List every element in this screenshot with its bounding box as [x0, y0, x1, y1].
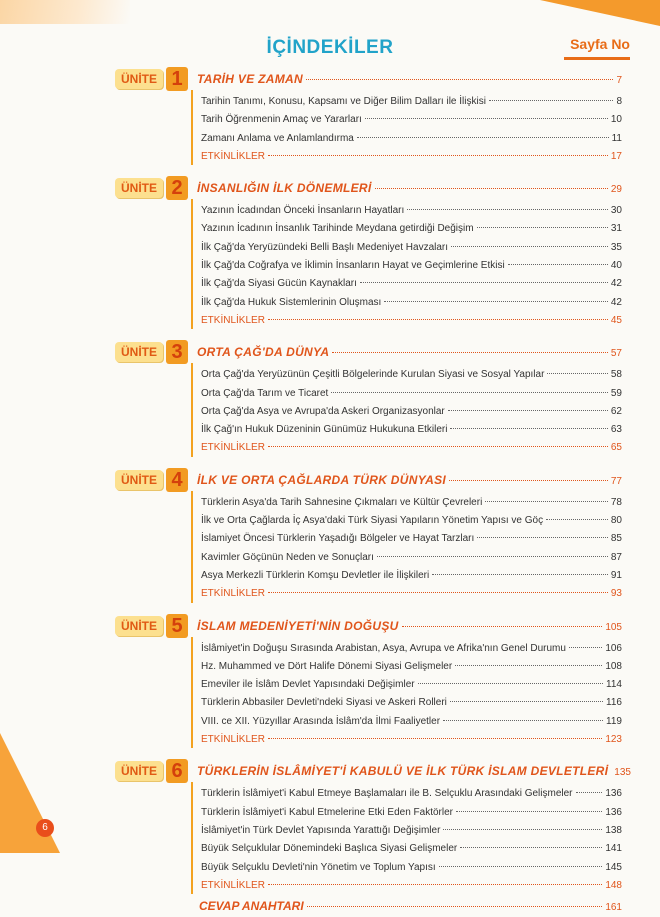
entry-page-number: 8: [616, 96, 622, 107]
answer-key-entry[interactable]: [0, 899, 660, 917]
unit-page-number: 7: [616, 75, 622, 86]
entry-title: Türklerin İslâmiyet'i Kabul Etmeye Başlamaları ile B. Selçuklu Arasındaki Gelişmeler: [201, 788, 573, 800]
activities-entry[interactable]: [0, 588, 660, 606]
entry-title: İslâmiyet'in Türk Devlet Yapısında Yarattığı Değişimler: [201, 824, 441, 836]
entry-page-number: 136: [605, 806, 622, 818]
toc-entry[interactable]: [0, 133, 660, 151]
leader-dots: [546, 519, 608, 520]
unit-badge: ÜNİTE: [115, 761, 163, 781]
entry-page-number: 138: [605, 824, 622, 836]
leader-dots: [477, 227, 608, 228]
unit-number: 4: [166, 468, 188, 492]
entry-title: Hz. Muhammed ve Dört Halife Dönemi Siyasi Gelişmeler: [201, 660, 453, 672]
unit-number: 1: [166, 67, 188, 91]
entry-title: Kavimler Göçünün Neden ve Sonuçları: [201, 551, 374, 563]
toc-entry[interactable]: [0, 843, 660, 861]
entry-title: Tarih Öğrenmenin Amaç ve Yararları: [201, 114, 362, 126]
unit-badge: ÜNİTE: [115, 342, 163, 362]
leader-dots: [439, 866, 603, 867]
toc-entry[interactable]: [0, 515, 660, 533]
entry-title: Orta Çağ'da Yeryüzünün Çeşitli Bölgelerinde Kurulan Siyasi ve Sosyal Yapılar: [201, 369, 545, 381]
activities-entry[interactable]: [0, 880, 660, 898]
toc-entry[interactable]: [0, 679, 660, 697]
activities-label: ETKİNLİKLER: [201, 588, 265, 600]
unit-title: İLK VE ORTA ÇAĞLARDA TÜRK DÜNYASI: [197, 472, 447, 487]
toc-entry[interactable]: [0, 533, 660, 551]
page-column-header: Sayfa No: [570, 36, 630, 52]
toc-entry[interactable]: [0, 297, 660, 315]
activities-entry[interactable]: [0, 315, 660, 333]
leader-dots: [508, 264, 608, 265]
corner-decoration-top-right: [540, 0, 660, 26]
unit-page-number: 135: [614, 767, 631, 779]
unit-section: [0, 760, 660, 898]
unit-number: 3: [166, 340, 188, 364]
unit-number: 6: [166, 759, 188, 783]
toc-entry[interactable]: [0, 497, 660, 515]
unit-badge: ÜNİTE: [115, 69, 163, 89]
toc-entry[interactable]: [0, 406, 660, 424]
entry-page-number: 87: [610, 551, 622, 563]
unit-section: [0, 177, 660, 333]
entry-title: Orta Çağ'da Asya ve Avrupa'da Askeri Organizasyonlar: [201, 405, 445, 417]
unit-heading[interactable]: [0, 177, 660, 203]
entry-page-number: 119: [606, 715, 622, 727]
entry-title: İlk Çağ'da Hukuk Sistemlerinin Oluşması: [201, 296, 382, 308]
unit-section: [0, 68, 660, 169]
answer-key-page-number: 161: [605, 902, 622, 914]
unit-page-number: 77: [610, 475, 622, 487]
toc-entry[interactable]: [0, 552, 660, 570]
entry-page-number: 10: [610, 114, 622, 126]
leader-dots: [357, 137, 609, 138]
leader-dots: [449, 480, 608, 481]
entry-page-number: 35: [610, 241, 622, 253]
page-title: İÇİNDEKİLER: [266, 37, 394, 58]
page-number: 6: [36, 819, 54, 837]
toc-entry[interactable]: [0, 661, 660, 679]
activities-page-number: 45: [610, 314, 622, 326]
leader-dots: [456, 811, 602, 812]
leader-dots: [268, 592, 608, 593]
unit-title: ORTA ÇAĞ'DA DÜNYA: [197, 345, 330, 360]
leader-dots: [268, 738, 602, 739]
entry-title: Büyük Selçuklular Dönemindeki Başlıca Siyasi Gelişmeler: [201, 843, 458, 855]
entry-title: Yazının İcadından Önceki İnsanların Hayatları: [201, 205, 405, 217]
entry-page-number: 80: [610, 515, 622, 527]
activities-page-number: 148: [605, 879, 622, 891]
entry-title: Asya Merkezli Türklerin Komşu Devletler ile İlişkileri: [201, 569, 430, 581]
entry-page-number: 59: [610, 387, 622, 399]
unit-heading[interactable]: [0, 68, 660, 94]
entry-title: İlk Çağ'da Yeryüzündeki Belli Başlı Medeniyet Havzaları: [201, 241, 449, 253]
entry-title: Emeviler ile İslâm Devlet Yapısındaki Değişimler: [201, 679, 415, 691]
leader-dots: [477, 537, 608, 538]
toc-entry[interactable]: [0, 96, 660, 114]
entry-page-number: 106: [605, 642, 622, 654]
leader-dots: [268, 446, 608, 447]
toc-entry[interactable]: [0, 260, 660, 278]
activities-page-number: 123: [605, 734, 622, 746]
toc-entry[interactable]: [0, 114, 660, 132]
activities-page-number: 65: [610, 442, 622, 454]
unit-number: 5: [166, 614, 188, 638]
entry-title: Büyük Selçuklu Devleti'nin Yönetim ve Toplum Yapısı: [201, 861, 436, 873]
unit-badge: ÜNİTE: [115, 470, 163, 490]
toc-entry[interactable]: [0, 388, 660, 406]
leader-dots: [450, 428, 607, 429]
leader-dots: [268, 319, 608, 320]
toc-entry[interactable]: [0, 205, 660, 223]
leader-dots: [443, 720, 603, 721]
toc-entry[interactable]: [0, 223, 660, 241]
entry-title: Tarihin Tanımı, Konusu, Kapsamı ve Diğer Bilim Dalları ile İlişkisi: [201, 96, 486, 107]
leader-dots: [451, 246, 608, 247]
entry-title: Türklerin İslâmiyet'i Kabul Etmelerine Etki Eden Faktörler: [201, 806, 454, 818]
entry-page-number: 108: [605, 660, 622, 672]
toc-entry[interactable]: [0, 643, 660, 661]
unit-title: TÜRKLERİN İSLÂMİYET'İ KABULÜ VE İLK TÜRK İSLAM DEVLETLERİ: [197, 764, 609, 779]
entry-title: VIII. ce XII. Yüzyıllar Arasında İslâm'da İlmi Faaliyetler: [201, 715, 441, 727]
toc-entry[interactable]: [0, 788, 660, 806]
answer-key-label: CEVAP ANAHTARI: [199, 899, 304, 914]
entry-page-number: 145: [605, 861, 622, 873]
leader-dots: [432, 574, 608, 575]
entry-page-number: 141: [605, 843, 622, 855]
entry-page-number: 114: [606, 679, 622, 691]
leader-dots: [268, 884, 602, 885]
activities-label: ETKİNLİKLER: [201, 879, 265, 891]
entry-page-number: 42: [610, 296, 622, 308]
entry-page-number: 116: [606, 697, 622, 709]
toc-entry[interactable]: [0, 697, 660, 715]
entry-title: İlk Çağ'da Coğrafya ve İklimin İnsanların Hayat ve Geçimlerine Etkisi: [201, 260, 505, 272]
unit-title: TARİH VE ZAMAN: [197, 72, 303, 86]
leader-dots: [360, 282, 608, 283]
entry-page-number: 136: [605, 788, 622, 800]
entry-title: İlk Çağ'ın Hukuk Düzeninin Günümüz Hukukuna Etkileri: [201, 424, 448, 436]
entry-page-number: 63: [610, 424, 622, 436]
entry-page-number: 11: [611, 132, 622, 144]
activities-page-number: 93: [610, 588, 622, 600]
activities-label: ETKİNLİKLER: [201, 150, 265, 162]
entry-title: Türklerin Abbasiler Devleti'ndeki Siyasi ve Askeri Rolleri: [201, 697, 447, 709]
leader-dots: [306, 79, 613, 80]
unit-title: İNSANLIĞIN İLK DÖNEMLERİ: [197, 181, 372, 196]
leader-dots: [407, 209, 608, 210]
leader-dots: [448, 410, 608, 411]
toc-entry[interactable]: [0, 807, 660, 825]
activities-page-number: 17: [610, 150, 622, 162]
unit-page-number: 105: [605, 621, 622, 633]
page-column-underline: [564, 57, 630, 60]
leader-dots: [402, 626, 603, 627]
toc-entry[interactable]: [0, 424, 660, 442]
toc-entry[interactable]: [0, 242, 660, 260]
entry-page-number: 62: [610, 405, 622, 417]
leader-dots: [455, 665, 602, 666]
entry-page-number: 58: [610, 369, 622, 381]
leader-dots: [418, 683, 603, 684]
activities-label: ETKİNLİKLER: [201, 442, 265, 454]
leader-dots: [307, 906, 603, 907]
entry-title: Orta Çağ'da Tarım ve Ticaret: [201, 387, 329, 399]
leader-dots: [375, 188, 608, 189]
unit-badge: ÜNİTE: [115, 178, 163, 198]
activities-entry[interactable]: [0, 442, 660, 460]
entry-title: Türklerin Asya'da Tarih Sahnesine Çıkmaları ve Kültür Çevreleri: [201, 496, 483, 508]
leader-dots: [489, 100, 614, 101]
leader-dots: [331, 392, 608, 393]
entry-title: İslâmiyet'in Doğuşu Sırasında Arabistan, Asya, Avrupa ve Afrika'nın Genel Durumu: [201, 642, 566, 654]
entry-title: İlk ve Orta Çağlarda İç Asya'daki Türk Siyasi Yapıların Yönetim Yapısı ve Göç: [201, 515, 544, 527]
toc-entry[interactable]: [0, 862, 660, 880]
entry-title: Zamanı Anlama ve Anlamlandırma: [201, 132, 354, 144]
entry-page-number: 91: [610, 569, 622, 581]
unit-page-number: 57: [610, 348, 622, 360]
activities-label: ETKİNLİKLER: [201, 314, 265, 326]
leader-dots: [365, 118, 608, 119]
unit-heading[interactable]: [0, 760, 660, 786]
leader-dots: [332, 352, 607, 353]
unit-title: İSLAM MEDENİYETİ'NİN DOĞUŞU: [197, 618, 399, 633]
table-of-contents: [0, 68, 660, 917]
toc-entry[interactable]: [0, 369, 660, 387]
unit-section: [0, 341, 660, 460]
leader-dots: [384, 301, 608, 302]
unit-section: [0, 469, 660, 607]
unit-number: 2: [166, 176, 188, 200]
entry-page-number: 78: [610, 496, 622, 508]
entry-title: İslamiyet Öncesi Türklerin Yaşadığı Bölgeler ve Hayat Tarzları: [201, 533, 475, 545]
leader-dots: [576, 792, 603, 793]
leader-dots: [485, 501, 608, 502]
leader-dots: [450, 701, 603, 702]
unit-heading[interactable]: [0, 341, 660, 367]
leader-dots: [443, 829, 602, 830]
toc-entry[interactable]: [0, 825, 660, 843]
entry-title: Yazının İcadının İnsanlık Tarihinde Meydana getirdiği Değişim: [201, 223, 474, 235]
entry-page-number: 85: [610, 533, 622, 545]
leader-dots: [547, 373, 607, 374]
toc-entry[interactable]: [0, 716, 660, 734]
unit-heading[interactable]: [0, 615, 660, 641]
leader-dots: [377, 556, 608, 557]
entry-page-number: 42: [610, 278, 622, 290]
unit-section: [0, 615, 660, 753]
unit-page-number: 29: [610, 184, 622, 196]
activities-entry[interactable]: [0, 151, 660, 169]
activities-entry[interactable]: [0, 734, 660, 752]
entry-title: İlk Çağ'da Siyasi Gücün Kaynakları: [201, 278, 357, 290]
unit-heading[interactable]: [0, 469, 660, 495]
entry-page-number: 40: [610, 260, 622, 272]
leader-dots: [569, 647, 602, 648]
leader-dots: [268, 155, 608, 156]
toc-entry[interactable]: [0, 278, 660, 296]
unit-badge: ÜNİTE: [115, 616, 163, 636]
corner-decoration-top-left: [0, 0, 130, 24]
entry-page-number: 31: [610, 223, 622, 235]
entry-page-number: 30: [610, 205, 622, 217]
toc-entry[interactable]: [0, 570, 660, 588]
activities-label: ETKİNLİKLER: [201, 734, 265, 746]
leader-dots: [460, 847, 602, 848]
